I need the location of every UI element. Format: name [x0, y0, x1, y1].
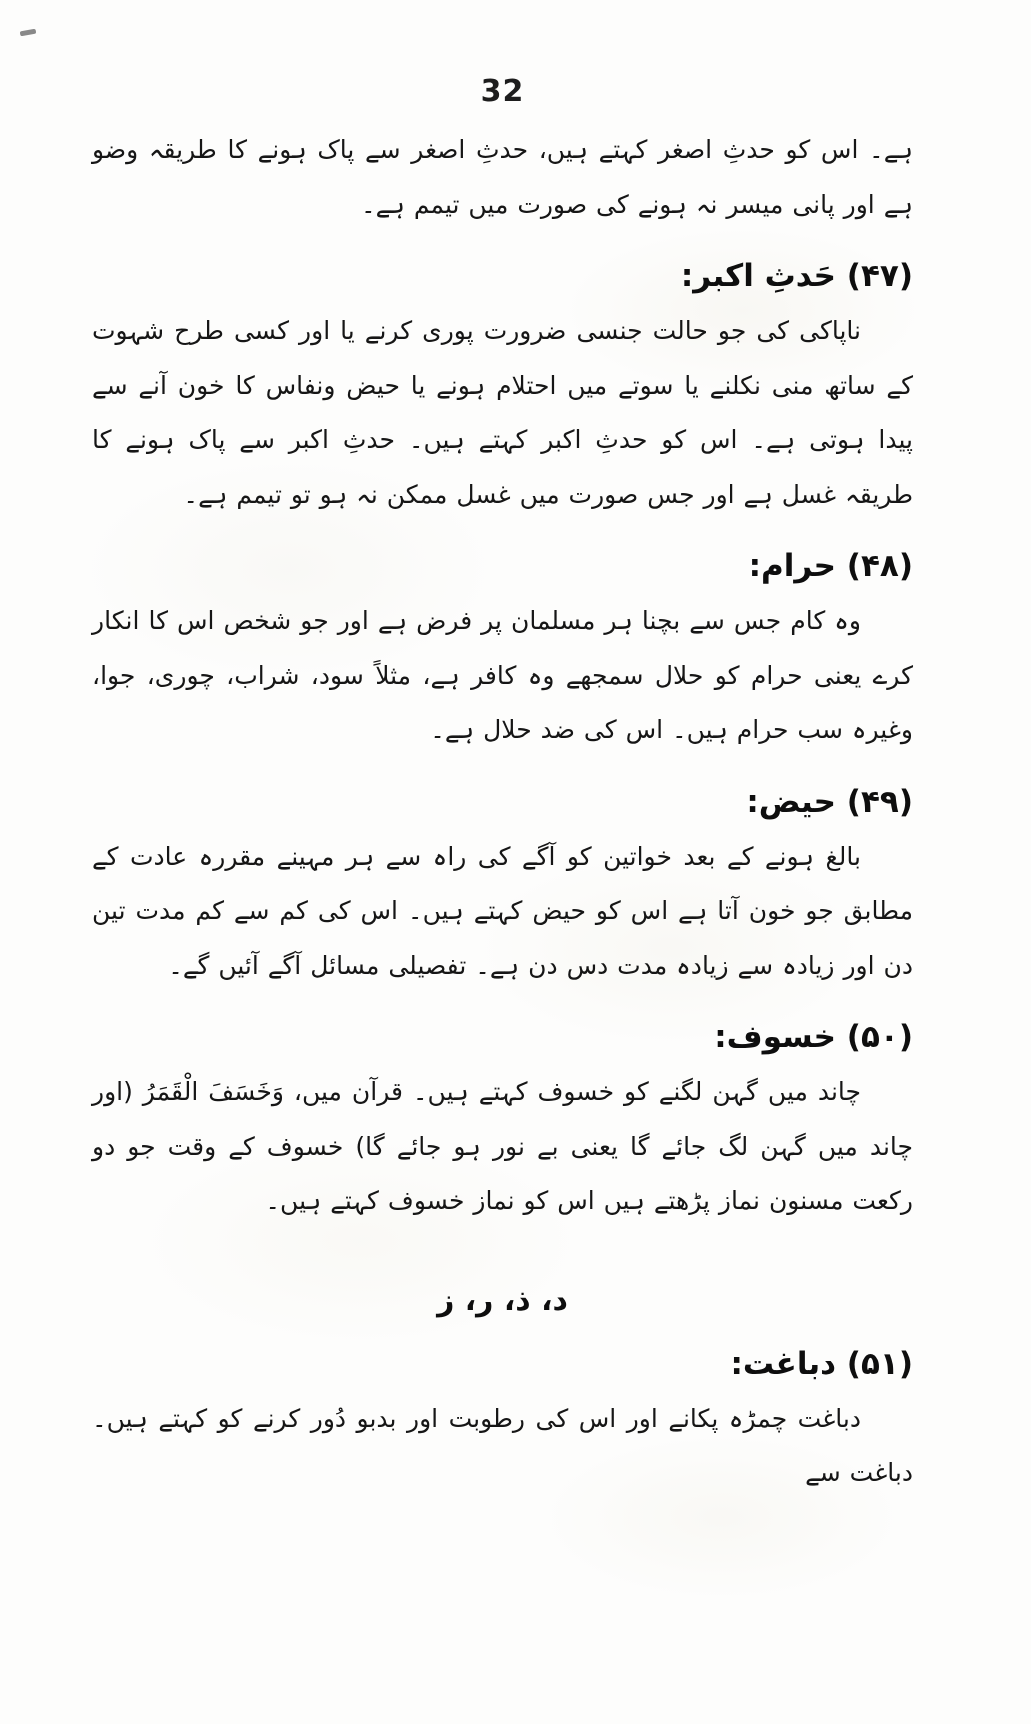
- paragraph-hadas-asghar-continuation: ہے۔ اس کو حدثِ اصغر کہتے ہیں، حدثِ اصغر سے پاک ہونے کا طریقہ وضو ہے اور پانی میسر نہ ہونے کی صورت میں تیمم ہے۔: [92, 135, 913, 219]
- letter-section-divider: د، ذ، ر، ز: [437, 1282, 568, 1318]
- entry-body-hadas-akbar: ناپاکی کی جو حالت جنسی ضرورت پوری کرنے یا اور کسی طرح شہوت کے ساتھ منی نکلنے یا سوتے میں احتلام ہونے یا حیض ونفاس کا خون آنے سے پیدا ہوتی ہے۔ اس کو حدثِ اکبر کہتے ہیں۔ حدثِ اکبر سے پاک ہونے کا طریقہ غسل ہے اور جس صورت میں غسل ممکن نہ ہو تو تیمم ہے۔: [92, 316, 913, 509]
- entry-heading-hadas-akbar: (۴۷) حَدثِ اکبر:: [680, 258, 913, 294]
- entry-body-dabaghat: دباغت چمڑہ پکانے اور اس کی رطوبت اور بدبو دُور کرنے کو کہتے ہیں۔ دباغت سے: [92, 1403, 913, 1487]
- entry-heading-khusuf: (۵۰) خسوف:: [714, 1019, 913, 1055]
- page-number: 32: [480, 74, 525, 109]
- entry-body-khusuf: چاند میں گہن لگنے کو خسوف کہتے ہیں۔ قرآن میں، وَخَسَفَ الْقَمَرُ (اور چاند میں گہن لگ جائے گا یعنی بے نور ہو جائے گا) خسوف کے وقت جو دو رکعت مسنون نماز پڑھتے ہیں اس کو نماز خسوف کہتے ہیں۔: [92, 1077, 913, 1215]
- entry-heading-dabaghat: (۵۱) دباغت:: [730, 1345, 913, 1382]
- entry-body-haram: وہ کام جس سے بچنا ہر مسلمان پر فرض ہے اور جو شخص اس کا انکار کرے یعنی حرام کو حلال سمجھے وہ کافر ہے، مثلاً سود، شراب، چوری، جوا، وغیرہ سب حرام ہیں۔ اس کی ضد حلال ہے۔: [92, 606, 913, 744]
- entry-body-haiz: بالغ ہونے کے بعد خواتین کو آگے کی راہ سے ہر مہینے مقررہ عادت کے مطابق جو خون آتا ہے اس کو حیض کہتے ہیں۔ اس کی کم سے کم مدت تین دن اور زیادہ سے زیادہ مدت دس دن ہے۔ تفصیلی مسائل آگے آئیں گے۔: [92, 841, 913, 980]
- scan-artifact-mark: [20, 29, 37, 37]
- entry-heading-haiz: (۴۹) حیض:: [746, 783, 913, 820]
- entry-heading-haram: (۴۸) حرام:: [748, 548, 913, 584]
